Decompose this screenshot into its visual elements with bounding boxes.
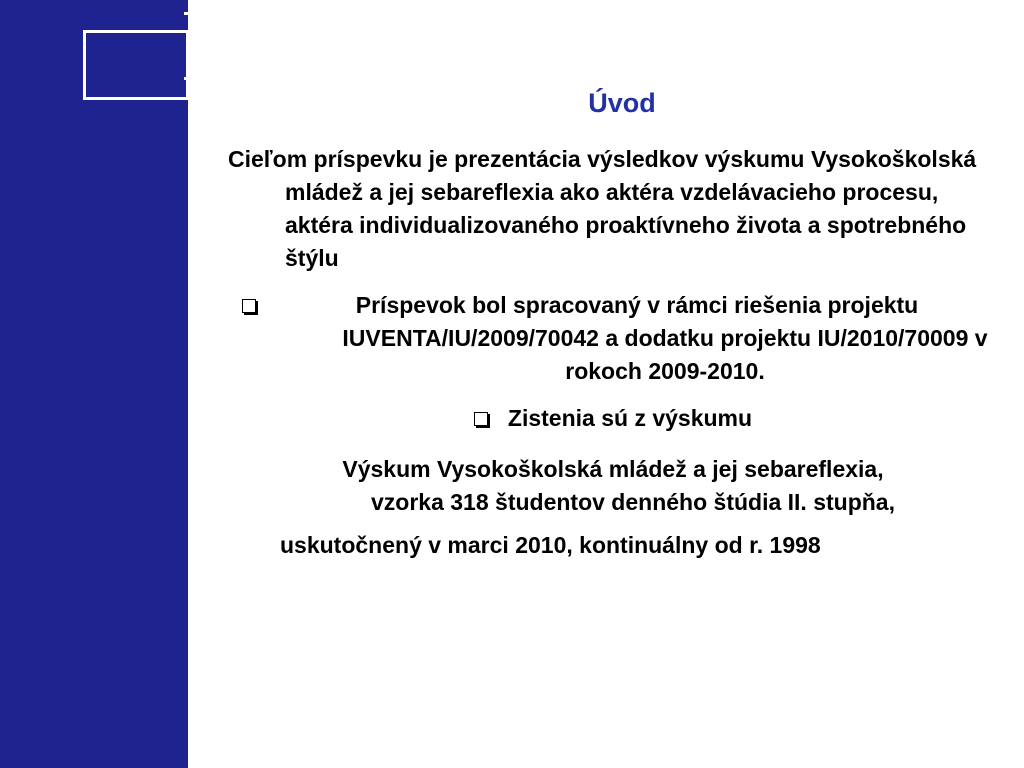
research-date-paragraph: uskutočnený v marci 2010, kontinuálny od r. 1998 bbox=[280, 532, 821, 558]
research-paragraph bbox=[228, 453, 998, 519]
research-line-1: Výskum Vysokoškolská mládež a jej sebareflexia, bbox=[342, 456, 884, 482]
checkbox-bullet-icon bbox=[474, 412, 488, 426]
bullet-findings-text: Zistenia sú z výskumu bbox=[507, 405, 753, 431]
bullet-findings bbox=[228, 402, 998, 435]
checkbox-bullet-icon bbox=[242, 299, 256, 313]
bullet-project bbox=[242, 289, 998, 388]
intro-paragraph: Cieľom príspevku je prezentácia výsledkov výskumu Vysokoškolská mládež a jej sebareflexia ako aktéra vzdelávacieho procesu, aktéra individualizovaného proaktívneho života a spotrebného štýlu bbox=[228, 146, 977, 271]
sidebar-band bbox=[0, 0, 188, 768]
bullet-project-text: Príspevok bol spracovaný v rámci riešenia projektu IUVENTA/IU/2009/70042 a dodatku projektu IU/2010/70009 v rokoch 2009-2010. bbox=[342, 292, 988, 384]
research-line-2: vzorka 318 študentov denného štúdia II. stupňa, bbox=[371, 489, 895, 515]
decorative-frame-front-outline bbox=[184, 12, 215, 80]
slide-content bbox=[228, 143, 998, 576]
decorative-frame-back bbox=[83, 30, 189, 100]
slide-title: Úvod bbox=[588, 88, 656, 118]
